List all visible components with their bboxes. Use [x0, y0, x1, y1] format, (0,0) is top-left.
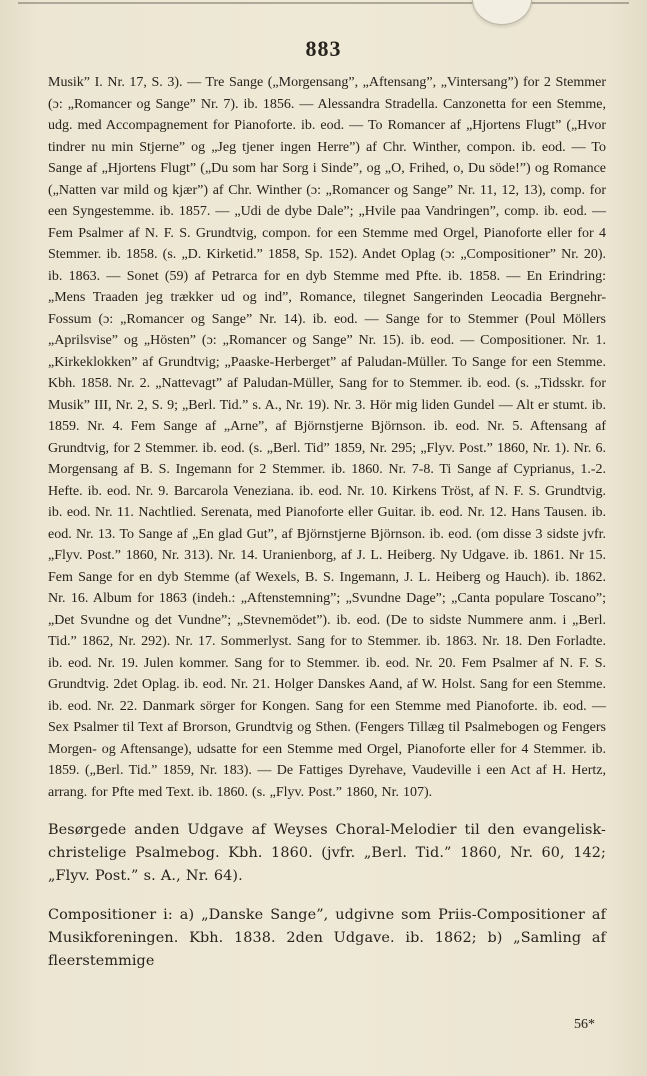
signature-mark: 56* — [574, 1017, 595, 1032]
page-number: 883 — [305, 36, 342, 61]
body-text — [48, 72, 606, 973]
paragraph-weyse-choral: Besørgede anden Udgave af Weyses Choral-Melodier til den evangelisk-christelige Psalmebog. Kbh. 1860. (jvfr. „Berl. Tid.” 1860, Nr. 60, 142; „Flyv. Post.” s. A., Nr. 64). — [48, 822, 606, 884]
paragraph-compositions-in: Compositioner i: a) „Danske Sange”, udgivne som Priis-Compositioner af Musikforeningen. Kbh. 1838. 2den Udgave. ib. 1862; b) „Samling af fleerstemmige — [48, 907, 606, 969]
paragraph-compositions-list: Musik” I. Nr. 17, S. 3). — Tre Sange („Morgensang”, „Aftensang”, „Vintersang”) for 2 Stemmer (ɔ: „Romancer og Sange” Nr. 7). ib. 1856. — Alessandra Stradella. Canzonetta for een Stemme, udg. med Accompagnement for Pianoforte. ib. eod. — To Romancer af „Hjortens Flugt” („Hvor tindrer nu min Stjerne” og „Jeg tjener ingen Herre”) af Chr. Winther, compon. ib. eod. — To Sange af „Hjortens Flugt” („Du som har Sorg i Sinde”, og „O, Frihed, o, Du söde!”) og Romance („Natten var mild og kjær”) af Chr. Winther (ɔ: „Romancer og Sange” Nr. 11, 12, 13), comp. for een Syngestemme. ib. 1857. — „Udi de dybe Dale”; „Hvile paa Vandringen”, comp. ib. eod. — Fem Psalmer af N. F. S. Grundtvig, compon. for een Stemme med Orgel, Pianoforte eller for 4 Stemmer. ib. 1858. (s. „D. Kirketid.” 1858, Sp. 152). Andet Oplag (ɔ: „Compositioner” Nr. 20). ib. 1863. — Sonet (59) af Petrarca for en dyb Stemme med Pfte. ib. 1858. — En Erindring: „Mens Traaden jeg trækker ud og ind”, Romance, tilegnet Sangerinden Leocadia Bergnehr-Fossum (ɔ: „Romancer og Sange” Nr. 14). ib. eod. — Sange for to Stemmer (Poul Möllers „Aprilsvise” og „Hösten” (ɔ: „Romancer og Sange” Nr. 15). ib. eod. — Compositioner. Nr. 1. „Kirkeklokken” af Grundtvig; „Paaske-Herberget” af Paludan-Müller. To Sange for een Stemme. Kbh. 1858. Nr. 2. „Nattevagt” af Paludan-Müller, Sang for to Stemmer. ib. eod. (s. „Tidsskr. for Musik” III, Nr. 2, S. 9; „Berl. Tid.” s. A., Nr. 19). Nr. 3. Hör mig liden Gundel — Alt er stumt. ib. 1859. Nr. 4. Fem Sange af „Arne”, af Björnstjerne Björnson. ib. eod. Nr. 5. Aftensang af Grundtvig, for 2 Stemmer. ib. eod. (s. „Berl. Tid” 1859, Nr. 295; „Flyv. Post.” 1860, Nr. 1). Nr. 6. Morgensang af B. S. Ingemann for 2 Stemmer. ib. 1860. Nr. 7-8. Ti Sange af Cyprianus, 1.-2. Hefte. ib. eod. Nr. 9. Barcarola Veneziana. ib. eod. Nr. 10. Kirkens Tröst, af N. F. S. Grundtvig. ib. eod. Nr. 11. Nachtlied. Serenata, med Pianoforte eller Guitar. ib. eod. Nr. 12. Hans Tausen. ib. eod. Nr. 13. To Sange af „En glad Gut”, af Björnstjerne Björnson. ib. eod. (om disse 3 sidste jvfr. „Flyv. Post.” 1860, Nr. 313). Nr. 14. Uranienborg, af J. L. Heiberg. Ny Udgave. ib. 1861. Nr 15. Fem Sange for en dyb Stemme (af Wexels, B. S. Ingemann, J. L. Heiberg og Hauch). ib. 1862. Nr. 16. Album for 1863 (indeh.: „Aftenstemning”; „Svundne Dage”; „Canta populare Toscano”; „Det Svundne og det Vundne”; „Stevnemödet”). ib. eod. (De to sidste Nummere anm. i „Berl. Tid.” 1862, Nr. 292). Nr. 17. Sommerlyst. Sang for to Stemmer. ib. 1863. Nr. 18. Den Forladte. ib. eod. Nr. 19. Julen kommer. Sang for to Stemmer. ib. eod. Nr. 20. Fem Psalmer af N. F. S. Grundtvig. 2det Oplag. ib. eod. Nr. 21. Holger Danskes Aand, af W. Holst. Sang for een Stemme. ib. eod. Nr. 22. Danmark sörger for Kongen. Sang for een Stemme med Pianoforte. ib. eod. — Sex Psalmer til Text af Brorson, Grundtvig og Sthen. (Fengers Tillæg til Psalmebogen og Fengers Morgen- og Aftensange), udsatte for een Stemme med Orgel, Pianoforte eller for 4 Stemmer. ib. 1859. („Berl. Tid.” 1859, Nr. 183). — De Fattiges Dyrehave, Vaudeville i een Act af H. Hertz, arrang. for Pfte med Text. ib. 1860. (s. „Flyv. Post.” 1860, Nr. 107). — [48, 75, 606, 800]
top-edge-rule — [18, 2, 629, 4]
page-tab-shape — [472, 0, 532, 25]
